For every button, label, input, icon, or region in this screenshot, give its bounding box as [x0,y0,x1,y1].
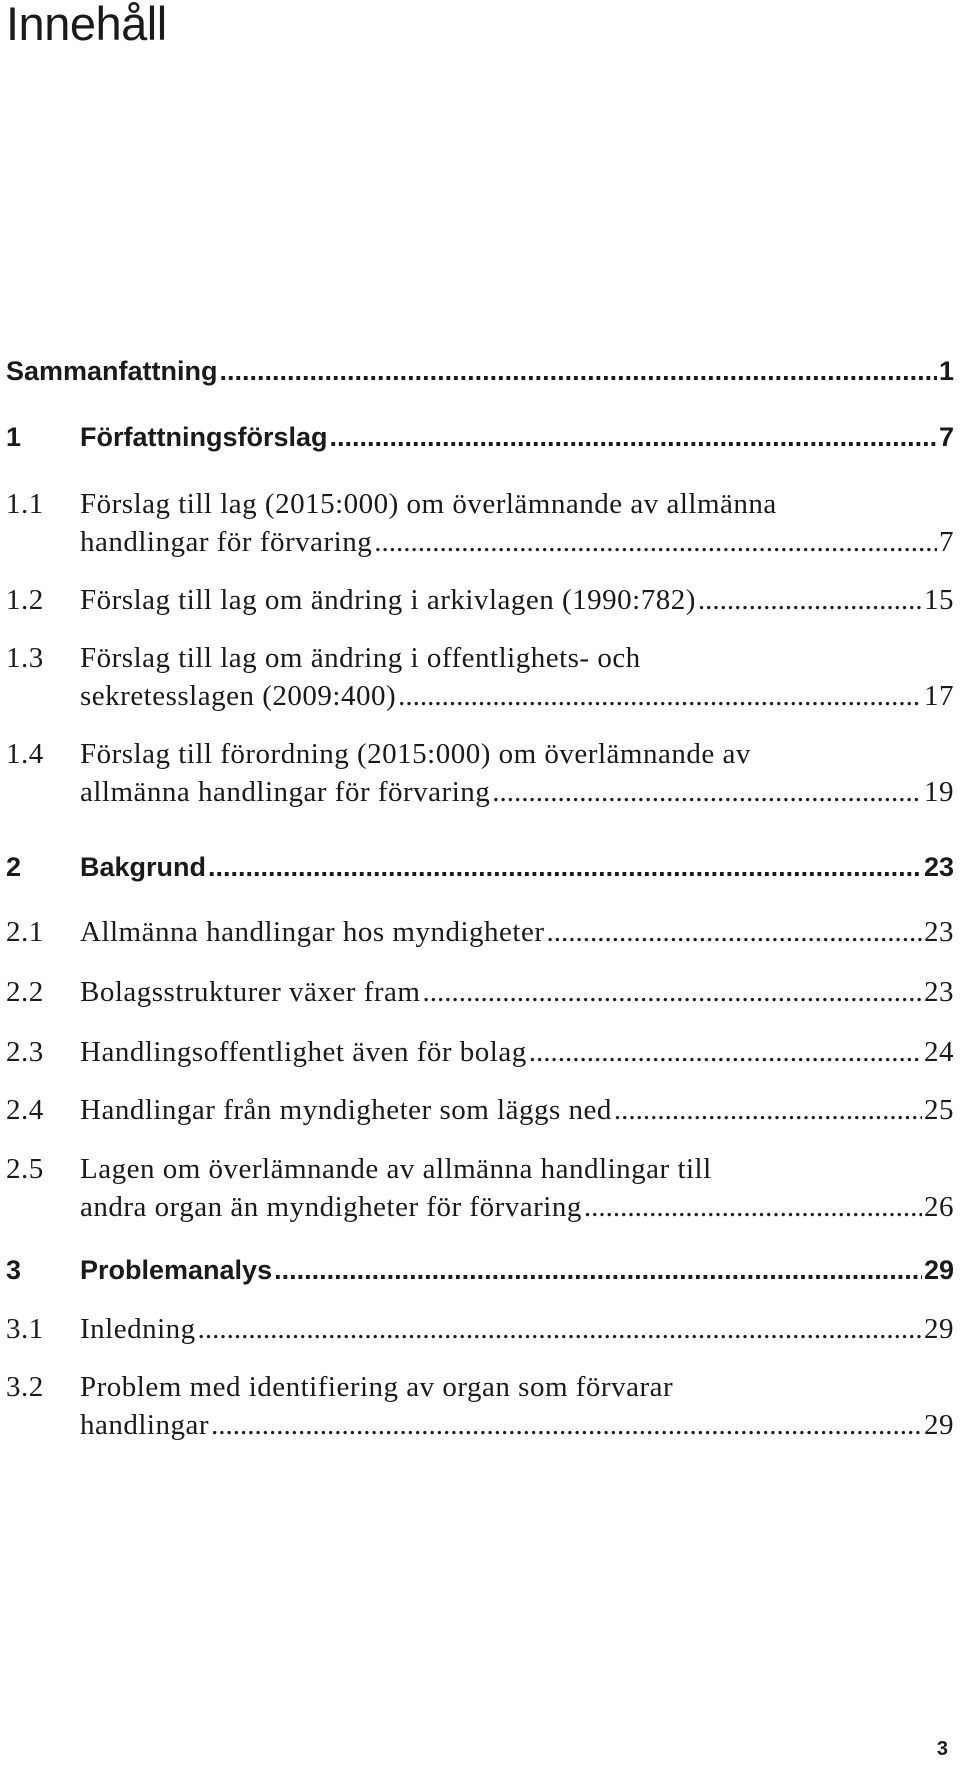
toc-entry-1-2[interactable] [6,584,954,624]
toc-entry-number: 2.5 [6,1153,44,1185]
toc-leader-dots [614,1094,922,1127]
toc-entry-page: 23 [923,852,954,882]
toc-leader-dots [398,680,922,713]
toc-entry-title: Bolagsstrukturer växer fram [80,976,421,1008]
toc-leader-dots [422,976,922,1009]
toc-entry-number: 3.1 [6,1313,44,1345]
toc-leader-dots [211,1409,922,1442]
toc-leader-dots [330,422,937,453]
toc-entry-title-line1: Lagen om överlämnande av allmänna handlingar till [80,1153,712,1185]
toc-leader-dots [584,1191,922,1224]
toc-entry-title-line2: allmänna handlingar för förvaring [80,776,491,808]
toc-entry-page: 7 [938,422,954,452]
toc-entry-3-2-cont[interactable] [6,1409,954,1449]
toc-entry-title-line2: handlingar [80,1409,210,1441]
toc-leader-dots [529,1036,922,1069]
toc-entry-page: 29 [924,1409,954,1441]
toc-entry-number: 1.2 [6,584,44,616]
toc-entry-number: 3.2 [6,1371,44,1403]
toc-entry-title: Allmänna handlingar hos myndigheter [80,916,545,948]
toc-entry-title: Problemanalys [80,1255,273,1285]
toc-leader-dots [374,526,937,559]
toc-entry-title-line1: Förslag till förordning (2015:000) om överlämnande av [80,738,751,770]
toc-entry-number: 2.3 [6,1036,44,1068]
toc-entry-page: 24 [924,1036,954,1068]
toc-entry-title: Sammanfattning [6,356,218,386]
toc-entry-sammanfattning[interactable] [6,356,954,396]
toc-entry-1-3[interactable] [6,642,954,682]
toc-entry-2-5-cont[interactable] [6,1191,954,1231]
toc-leader-dots [698,584,922,617]
toc-leader-dots [220,356,937,387]
toc-entry-1-1[interactable] [6,488,954,528]
toc-entry-page: 17 [924,680,954,712]
toc-entry-page: 23 [924,976,954,1008]
toc-entry-2[interactable] [6,852,954,892]
toc-entry-title-line2: handlingar för förvaring [80,526,373,558]
toc-entry-title-line2: sekretesslagen (2009:400) [80,680,397,712]
toc-leader-dots [546,916,922,949]
footer-page-number: 3 [936,1738,948,1760]
toc-entry-title: Handlingsoffentlighet även för bolag [80,1036,527,1068]
toc-entry-page: 25 [924,1094,954,1126]
toc-entry-title-line1: Förslag till lag om ändring i offentlighets- och [80,642,641,674]
toc-leader-dots [492,776,922,809]
toc-entry-page: 7 [939,526,954,558]
toc-leader-dots [198,1313,922,1346]
toc-entry-title: Författningsförslag [80,422,328,452]
toc-entry-page: 1 [938,356,954,386]
toc-entry-title: Bakgrund [80,852,207,882]
toc-entry-page: 15 [924,584,954,616]
toc-leader-dots [274,1255,922,1286]
toc-entry-2-4[interactable] [6,1094,954,1134]
toc-entry-1-3-cont[interactable] [6,680,954,720]
toc-entry-page: 19 [924,776,954,808]
toc-entry-title-line1: Problem med identifiering av organ som förvarar [80,1371,674,1403]
toc-entry-number: 1.3 [6,642,44,674]
toc-entry-1-4-cont[interactable] [6,776,954,816]
toc-entry-title-line1: Förslag till lag (2015:000) om överlämnande av allmänna [80,488,777,520]
toc-entry-title-line2: andra organ än myndigheter för förvaring [80,1191,582,1223]
toc-entry-3[interactable] [6,1255,954,1295]
toc-entry-number: 2 [6,852,22,882]
toc-entry-number: 1.1 [6,488,44,520]
toc-entry-1[interactable] [6,422,954,462]
toc-entry-page: 26 [924,1191,954,1223]
toc-entry-number: 1.4 [6,738,44,770]
toc-leader-dots [208,852,922,883]
toc-entry-page: 23 [924,916,954,948]
toc-entry-title: Förslag till lag om ändring i arkivlagen (1990:782) [80,584,696,616]
toc-entry-number: 2.1 [6,916,44,948]
page-title: Innehåll [6,0,167,50]
toc-entry-page: 29 [923,1255,954,1285]
toc-entry-number: 2.2 [6,976,44,1008]
toc-entry-2-2[interactable] [6,976,954,1016]
toc-entry-2-1[interactable] [6,916,954,956]
toc-entry-3-2[interactable] [6,1371,954,1411]
toc-entry-page: 29 [924,1313,954,1345]
toc-entry-2-3[interactable] [6,1036,954,1076]
toc-entry-2-5[interactable] [6,1153,954,1193]
toc-entry-number: 2.4 [6,1094,44,1126]
toc-entry-title: Inledning [80,1313,196,1345]
toc-entry-3-1[interactable] [6,1313,954,1353]
toc-entry-1-1-cont[interactable] [6,526,954,566]
toc-entry-number: 1 [6,422,22,452]
toc-entry-1-4[interactable] [6,738,954,778]
toc-entry-title: Handlingar från myndigheter som läggs ned [80,1094,612,1126]
toc-entry-number: 3 [6,1255,22,1285]
